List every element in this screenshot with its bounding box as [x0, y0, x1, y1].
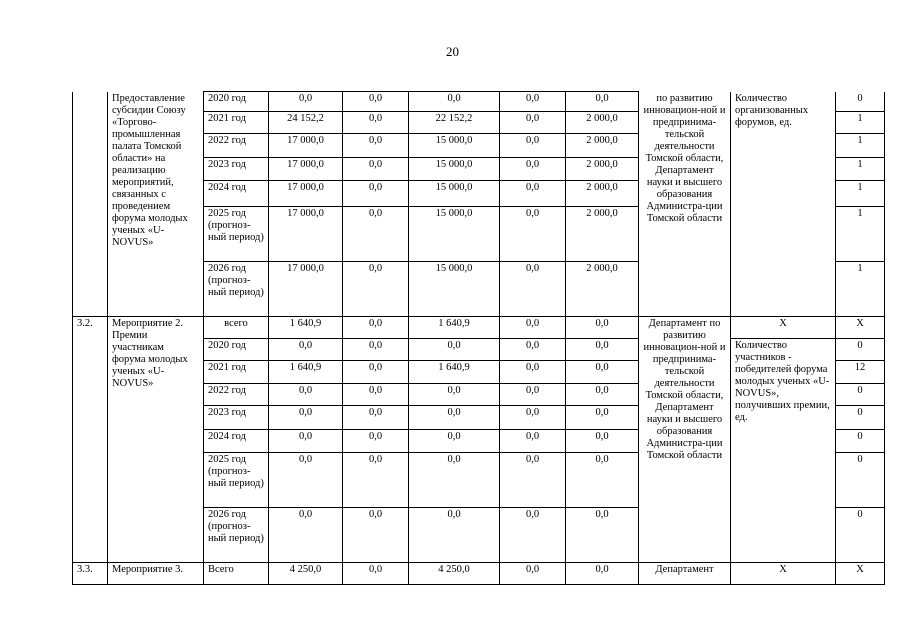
table-row	[73, 563, 885, 585]
extrabudget-cell: 0,0	[566, 453, 639, 508]
federal-cell: 0,0	[343, 361, 409, 384]
federal-cell: 0,0	[343, 384, 409, 406]
year-cell: 2020 год	[204, 339, 269, 361]
indicator-value: 0	[836, 384, 885, 406]
local-cell: 0,0	[500, 361, 566, 384]
federal-cell: 0,0	[343, 158, 409, 181]
regional-cell: 1 640,9	[409, 317, 500, 339]
executor-cell: Департамент	[639, 563, 731, 585]
federal-cell: 0,0	[343, 262, 409, 317]
local-cell: 0,0	[500, 134, 566, 158]
local-cell: 0,0	[500, 158, 566, 181]
federal-cell: 0,0	[343, 453, 409, 508]
extrabudget-cell: 0,0	[566, 563, 639, 585]
total-cell: 0,0	[269, 339, 343, 361]
extrabudget-cell: 2 000,0	[566, 112, 639, 134]
federal-cell: 0,0	[343, 317, 409, 339]
regional-cell: 0,0	[409, 384, 500, 406]
total-cell: 0,0	[269, 453, 343, 508]
indicator-value: 0	[836, 430, 885, 453]
local-cell: 0,0	[500, 112, 566, 134]
local-cell: 0,0	[500, 384, 566, 406]
indicator-value: 0	[836, 406, 885, 430]
federal-cell: 0,0	[343, 430, 409, 453]
year-cell: 2025 год (прогноз-ный период)	[204, 207, 269, 262]
regional-cell: 22 152,2	[409, 112, 500, 134]
year-cell: Всего	[204, 563, 269, 585]
regional-cell: 15 000,0	[409, 262, 500, 317]
local-cell: 0,0	[500, 430, 566, 453]
indicator-value: 0	[836, 453, 885, 508]
indicator-value: 0	[836, 508, 885, 563]
extrabudget-cell: 0,0	[566, 361, 639, 384]
extrabudget-cell: 2 000,0	[566, 158, 639, 181]
item-number: 3.3.	[73, 563, 108, 585]
total-cell: 0,0	[269, 508, 343, 563]
local-cell: 0,0	[500, 207, 566, 262]
extrabudget-cell: 0,0	[566, 430, 639, 453]
extrabudget-cell: 0,0	[566, 339, 639, 361]
total-cell: 0,0	[269, 384, 343, 406]
federal-cell: 0,0	[343, 207, 409, 262]
indicator-name: X	[731, 563, 836, 585]
total-cell: 0,0	[269, 92, 343, 112]
federal-cell: 0,0	[343, 134, 409, 158]
indicator-value: 0	[836, 92, 885, 112]
regional-cell: 15 000,0	[409, 158, 500, 181]
total-cell: 24 152,2	[269, 112, 343, 134]
measure-name: Предоставление субсидии Союзу «Торгово-промышленная палата Томской области» на реализацию мероприятий, связанных с проведением форума молодых ученых «U-NOVUS»	[108, 92, 204, 317]
regional-cell: 0,0	[409, 508, 500, 563]
local-cell: 0,0	[500, 508, 566, 563]
extrabudget-cell: 0,0	[566, 508, 639, 563]
indicator-value: X	[836, 317, 885, 339]
federal-cell: 0,0	[343, 92, 409, 112]
total-cell: 17 000,0	[269, 207, 343, 262]
year-cell: 2023 год	[204, 158, 269, 181]
year-cell: 2022 год	[204, 384, 269, 406]
measure-name: Мероприятие 2. Премии участникам форума молодых ученых «U-NOVUS»	[108, 317, 204, 563]
executor-cell: Департамент по развитию инновацион-ной и предпринима-тельской деятельности Томской области, Департамент науки и высшего образования Администра-ции Томской области	[639, 317, 731, 563]
federal-cell: 0,0	[343, 563, 409, 585]
year-cell: 2022 год	[204, 134, 269, 158]
indicator-name: Количество участников - победителей форума молодых ученых «U-NOVUS», получивших премии, ед.	[731, 339, 836, 563]
year-cell: всего	[204, 317, 269, 339]
local-cell: 0,0	[500, 406, 566, 430]
indicator-value: 1	[836, 207, 885, 262]
regional-cell: 0,0	[409, 453, 500, 508]
indicator-value: 1	[836, 112, 885, 134]
extrabudget-cell: 2 000,0	[566, 181, 639, 207]
total-cell: 17 000,0	[269, 134, 343, 158]
year-cell: 2020 год	[204, 92, 269, 112]
extrabudget-cell: 0,0	[566, 92, 639, 112]
extrabudget-cell: 0,0	[566, 317, 639, 339]
measure-name: Мероприятие 3.	[108, 563, 204, 585]
total-cell: 17 000,0	[269, 262, 343, 317]
regional-cell: 15 000,0	[409, 134, 500, 158]
extrabudget-cell: 2 000,0	[566, 134, 639, 158]
table-row	[73, 92, 885, 112]
local-cell: 0,0	[500, 92, 566, 112]
local-cell: 0,0	[500, 339, 566, 361]
total-cell: 0,0	[269, 430, 343, 453]
total-cell: 17 000,0	[269, 181, 343, 207]
extrabudget-cell: 2 000,0	[566, 207, 639, 262]
indicator-value: 12	[836, 361, 885, 384]
year-cell: 2021 год	[204, 361, 269, 384]
total-cell: 17 000,0	[269, 158, 343, 181]
regional-cell: 1 640,9	[409, 361, 500, 384]
year-cell: 2023 год	[204, 406, 269, 430]
year-cell: 2024 год	[204, 181, 269, 207]
indicator-value: 1	[836, 158, 885, 181]
extrabudget-cell: 2 000,0	[566, 262, 639, 317]
federal-cell: 0,0	[343, 508, 409, 563]
indicator-value: X	[836, 563, 885, 585]
table-row	[73, 317, 885, 339]
federal-cell: 0,0	[343, 406, 409, 430]
year-cell: 2026 год (прогноз-ный период)	[204, 262, 269, 317]
regional-cell: 15 000,0	[409, 181, 500, 207]
year-cell: 2025 год (прогноз-ный период)	[204, 453, 269, 508]
regional-cell: 0,0	[409, 339, 500, 361]
local-cell: 0,0	[500, 563, 566, 585]
extrabudget-cell: 0,0	[566, 406, 639, 430]
year-cell: 2024 год	[204, 430, 269, 453]
regional-cell: 15 000,0	[409, 207, 500, 262]
year-cell: 2026 год (прогноз-ный период)	[204, 508, 269, 563]
total-cell: 4 250,0	[269, 563, 343, 585]
indicator-name: Количество организованных форумов, ед.	[731, 92, 836, 317]
federal-cell: 0,0	[343, 339, 409, 361]
executor-cell: по развитию инновацион-ной и предпринима-тельской деятельности Томской области, Департамент науки и высшего образования Администра-ции Томской области	[639, 92, 731, 317]
item-number	[73, 92, 108, 317]
subprogram-table	[72, 91, 885, 585]
total-cell: 1 640,9	[269, 361, 343, 384]
indicator-name: X	[731, 317, 836, 339]
total-cell: 0,0	[269, 406, 343, 430]
federal-cell: 0,0	[343, 181, 409, 207]
local-cell: 0,0	[500, 181, 566, 207]
year-cell: 2021 год	[204, 112, 269, 134]
total-cell: 1 640,9	[269, 317, 343, 339]
regional-cell: 0,0	[409, 430, 500, 453]
local-cell: 0,0	[500, 453, 566, 508]
extrabudget-cell: 0,0	[566, 384, 639, 406]
item-number: 3.2.	[73, 317, 108, 563]
regional-cell: 0,0	[409, 92, 500, 112]
indicator-value: 1	[836, 262, 885, 317]
local-cell: 0,0	[500, 317, 566, 339]
federal-cell: 0,0	[343, 112, 409, 134]
indicator-value: 1	[836, 181, 885, 207]
regional-cell: 4 250,0	[409, 563, 500, 585]
indicator-value: 0	[836, 339, 885, 361]
page-number: 20	[446, 44, 459, 59]
local-cell: 0,0	[500, 262, 566, 317]
regional-cell: 0,0	[409, 406, 500, 430]
indicator-value: 1	[836, 134, 885, 158]
